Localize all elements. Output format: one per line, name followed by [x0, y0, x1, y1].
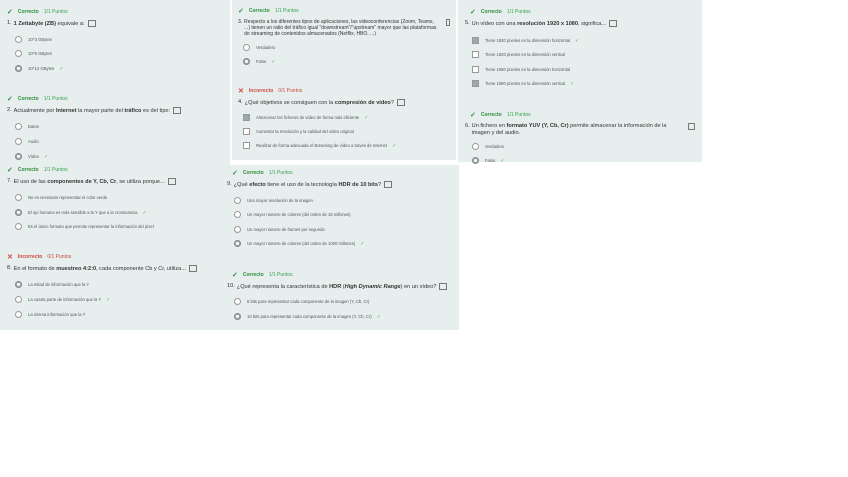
question-text: Un fichero en formato YUV (Y, Cb, Cr) permite almacenar la información de la imagen y del audio.: [471, 123, 667, 136]
question-3: ✓ Correcto 1/1 Puntos 3. Respecto a los diferentes tipos de aplicaciones, las videoconferencias (Zoom, Teams, ...) tienen un ratio del tráfico igual "downstream"/"upstream" mayor que las plataformas de streaming de contenidos almacenados (Netflix, HBO, ...): [238, 7, 450, 37]
question-text: Respecto a los diferentes tipos de aplicaciones, las videoconferencias (Zoom, Teams, ...) tienen un ratio del tráfico igual "downstream"/"upstream" mayor que las plataformas de streaming de contenidos almacenados (Netflix, HBO, ...): [244, 19, 437, 37]
radio-icon[interactable]: [234, 313, 241, 320]
question-text: ¿Qué representa la característica de HDR (High Dynamic Range) en un vídeo?: [237, 283, 448, 291]
radio-icon[interactable]: [15, 194, 22, 201]
checkbox-icon[interactable]: [472, 80, 479, 87]
radio-icon[interactable]: [472, 143, 479, 150]
check-mark-icon: ✓: [7, 8, 13, 16]
check-mark-icon: ✓: [106, 296, 111, 303]
question-text: El uso de las componentes de Y, Cb, Cr, se utiliza porque...: [14, 178, 176, 186]
option[interactable]: Datos: [15, 123, 39, 130]
immersive-reader-icon[interactable]: [439, 283, 447, 290]
immersive-reader-icon[interactable]: [168, 178, 176, 185]
option[interactable]: Un mayor número de colores (del orden de 1000 millones) ✓: [234, 240, 364, 247]
checkbox-icon[interactable]: [472, 51, 479, 58]
immersive-reader-icon[interactable]: [384, 181, 392, 188]
check-mark-icon: ✓: [232, 271, 238, 279]
immersive-reader-icon[interactable]: [397, 99, 405, 106]
option[interactable]: Tiene 1080 píxeles en la dimensión vertical ✓: [472, 80, 574, 87]
option[interactable]: 10^3 GBytes: [15, 36, 52, 43]
question-text: Un vídeo con una resolución 1920 x 1080, significa...: [472, 20, 617, 28]
immersive-reader-icon[interactable]: [446, 19, 450, 26]
radio-icon[interactable]: [243, 44, 250, 51]
quiz-panel-middle-bottom: [226, 165, 459, 330]
option[interactable]: Falso ✓: [243, 58, 275, 65]
check-mark-icon: ✓: [575, 37, 580, 44]
option[interactable]: La mitad de información que la Y: [15, 281, 89, 288]
question-text: Actualmente por Internet la mayor parte del tráfico es del tipo:: [14, 107, 181, 115]
option[interactable]: Audio: [15, 138, 39, 145]
radio-icon[interactable]: [15, 65, 22, 72]
check-mark-icon: ✓: [7, 166, 13, 174]
check-mark-icon: ✓: [238, 7, 244, 15]
option[interactable]: Almacenar los ficheros de vídeo de forma más eficiente ✓: [243, 114, 368, 121]
option[interactable]: La cuarta parte de información que la Y ✓: [15, 296, 110, 303]
radio-icon[interactable]: [15, 36, 22, 43]
option[interactable]: 10 bits para representar cada componente de la imagen (Y, Cb, Cr) ✓: [234, 313, 381, 320]
option[interactable]: 8 bits para representar cada componente de la imagen (Y, Cb, Cr): [234, 298, 369, 305]
check-mark-icon: ✓: [364, 114, 369, 121]
immersive-reader-icon[interactable]: [688, 123, 695, 130]
question-5: ✓ Correcto 1/1 Puntos 5. Un vídeo con una resolución 1920 x 1080, significa...: [465, 8, 695, 28]
radio-icon[interactable]: [15, 123, 22, 130]
check-mark-icon: ✓: [570, 80, 575, 87]
question-1: ✓ Correcto 1/1 Puntos 1. 1 Zettabyte (ZB) equivale a:: [7, 8, 222, 28]
radio-icon[interactable]: [15, 209, 22, 216]
question-text: ¿Qué objetivos se consiguen con la compresión de vídeo?: [245, 99, 405, 107]
radio-icon[interactable]: [234, 298, 241, 305]
radio-icon[interactable]: [234, 211, 241, 218]
immersive-reader-icon[interactable]: [609, 20, 617, 27]
check-mark-icon: ✓: [43, 153, 49, 160]
option[interactable]: Un mayor número de colores (del orden de 16 millones): [234, 211, 351, 218]
checkbox-icon[interactable]: [243, 142, 250, 149]
check-mark-icon: ✓: [470, 111, 476, 119]
radio-icon[interactable]: [15, 296, 22, 303]
check-mark-icon: ✓: [59, 65, 64, 72]
option[interactable]: El ojo humano es más sensible a la Y que a la crominancia ✓: [15, 209, 147, 216]
option[interactable]: Un mayor número de frames por segundo: [234, 226, 325, 233]
check-mark-icon: ✓: [142, 209, 147, 216]
radio-icon[interactable]: [15, 223, 22, 230]
immersive-reader-icon[interactable]: [189, 265, 197, 272]
immersive-reader-icon[interactable]: [173, 107, 181, 114]
question-6: ✓ Correcto 1/1 Puntos 6. Un fichero en formato YUV (Y, Cb, Cr) permite almacenar la información de la imagen y del audio.: [465, 111, 695, 137]
radio-icon[interactable]: [15, 138, 22, 145]
question-10: ✓ Correcto 1/1 Puntos 10. ¿Qué representa la característica de HDR (High Dynamic Range) en un vídeo?: [227, 271, 455, 291]
radio-icon[interactable]: [243, 58, 250, 65]
cross-mark-icon: ✕: [238, 87, 244, 95]
question-7: ✓ Correcto 1/1 Puntos 7. El uso de las componentes de Y, Cb, Cr, se utiliza porque...: [7, 166, 222, 186]
check-mark-icon: ✓: [360, 240, 365, 247]
check-mark-icon: ✓: [500, 157, 505, 164]
option[interactable]: Tiene 1920 píxeles en la dimensión vertical: [472, 51, 565, 58]
cross-mark-icon: ✕: [7, 253, 13, 261]
question-8: ✕ Incorrecto 0/1 Puntos 8. En el formato de muestreo 4:2:0, cada componente Cb y Cr, utiliza...: [7, 253, 222, 273]
radio-icon[interactable]: [234, 240, 241, 247]
question-9: ✓ Correcto 1/1 Puntos 9. ¿Qué efecto tiene el uso de la tecnología HDR de 10 bits?: [227, 169, 455, 189]
radio-icon[interactable]: [472, 157, 479, 164]
check-mark-icon: ✓: [7, 95, 13, 103]
question-text: En el formato de muestreo 4:2:0, cada componente Cb y Cr, utiliza...: [14, 265, 197, 273]
option[interactable]: 10^12 GBytes ✓: [15, 65, 63, 72]
checkbox-icon[interactable]: [243, 114, 250, 121]
checkbox-icon[interactable]: [472, 66, 479, 73]
option[interactable]: Tiene 1920 píxeles en la dimensión horizontal ✓: [472, 37, 579, 44]
check-mark-icon: ✓: [376, 313, 381, 320]
option[interactable]: La misma información que la Y: [15, 311, 85, 318]
checkbox-icon[interactable]: [472, 37, 479, 44]
radio-icon[interactable]: [15, 281, 22, 288]
immersive-reader-icon[interactable]: [88, 20, 96, 27]
option[interactable]: Es el único formato que permite representar la información del píxel: [15, 223, 154, 230]
check-mark-icon: ✓: [271, 58, 276, 65]
checkbox-icon[interactable]: [243, 128, 250, 135]
radio-icon[interactable]: [234, 197, 241, 204]
option[interactable]: Realizar de forma adecuada el streaming de vídeo a través de Internet ✓: [243, 142, 396, 149]
check-mark-icon: ✓: [232, 169, 238, 177]
check-mark-icon: ✓: [470, 8, 476, 16]
option[interactable]: 10^6 GBytes: [15, 50, 52, 57]
option[interactable]: Tiene 1080 píxeles en la dimensión horizontal: [472, 66, 570, 73]
option[interactable]: Vídeo ✓: [15, 153, 48, 160]
option[interactable]: Aumentar la resolución y la calidad del vídeo original: [243, 128, 354, 135]
question-2: ✓ Correcto 1/1 Puntos 2. Actualmente por Internet la mayor parte del tráfico es del tipo:: [7, 95, 222, 115]
option[interactable]: Una mayor resolución de la imagen: [234, 197, 313, 204]
radio-icon[interactable]: [234, 226, 241, 233]
question-4: ✕ Incorrecto 0/1 Puntos 4. ¿Qué objetivos se consiguen con la compresión de vídeo?: [238, 87, 450, 107]
option[interactable]: Falso ✓: [472, 157, 504, 164]
option[interactable]: Verdadero: [472, 143, 504, 150]
check-mark-icon: ✓: [392, 142, 397, 149]
radio-icon[interactable]: [15, 153, 22, 160]
radio-icon[interactable]: [15, 311, 22, 318]
radio-icon[interactable]: [15, 50, 22, 57]
question-text: ¿Qué efecto tiene el uso de la tecnología HDR de 10 bits?: [234, 181, 392, 189]
option[interactable]: No es necesario representar el color verde: [15, 194, 107, 201]
question-text: 1 Zettabyte (ZB) equivale a:: [14, 20, 96, 28]
option[interactable]: Verdadero: [243, 44, 275, 51]
